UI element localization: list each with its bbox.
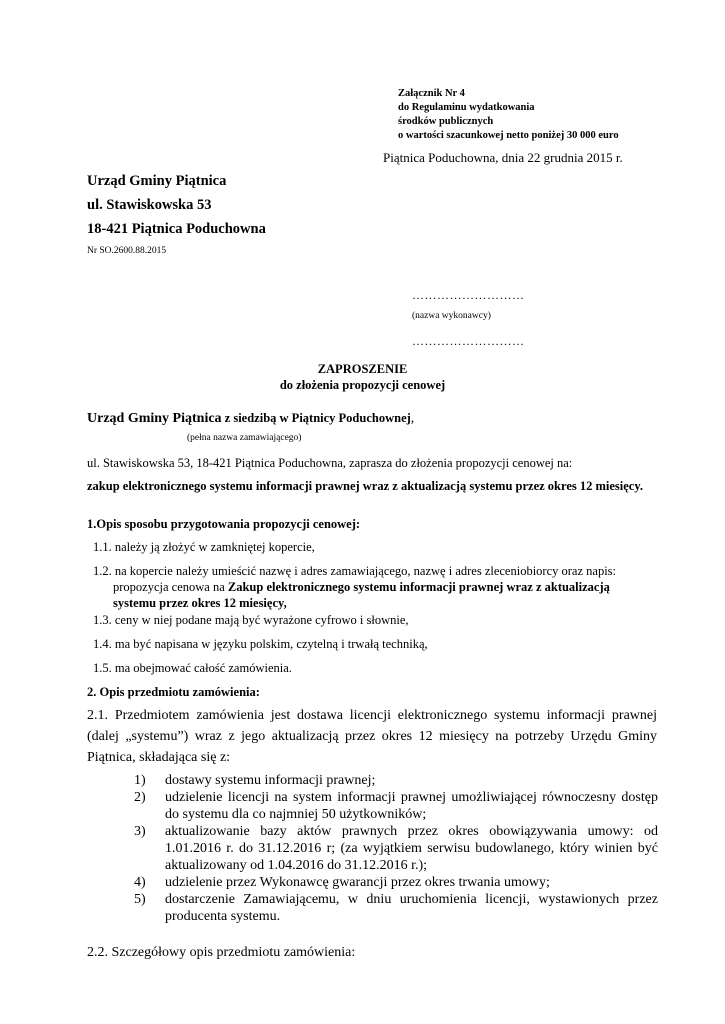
- document-subtitle: do złożenia propozycji cenowej: [279, 378, 446, 392]
- list-item: [134, 823, 658, 874]
- recipient-dots: ………………………: [412, 288, 525, 302]
- section1-item-text: propozycja cenowa na: [113, 580, 228, 594]
- document-title: ZAPROSZENIE: [317, 362, 408, 376]
- list-text: dostawy systemu informacji prawnej;: [165, 773, 376, 788]
- list-number: 3): [134, 824, 146, 839]
- reference-number: Nr SO.2600.88.2015: [87, 246, 167, 256]
- entity-name: Urząd Gminy Piątnica: [87, 411, 222, 426]
- list-item: [134, 789, 658, 823]
- sender-city: 18-421 Piątnica Poduchowna: [87, 221, 266, 237]
- section1-item-bold: Zakup elektronicznego systemu informacji prawnej wraz z aktualizacją: [227, 580, 610, 594]
- entity-seat: z siedzibą w Piątnicy Poduchownej: [221, 411, 411, 425]
- section1-item: [93, 563, 659, 611]
- entity-line: [87, 411, 414, 427]
- section1-item-text: [93, 579, 659, 595]
- subject-text: zakup elektronicznego systemu informacji prawnej wraz z aktualizacją systemu przez okres 12 miesięcy.: [87, 479, 644, 493]
- list-text: aktualizowanie bazy aktów prawnych przez okres obowiązywania umowy: od 1.01.2016 r. do 31.12.2016 r; (za wyjątkiem serwisu budowlanego, który winien być aktualizowany od 1.04.2016 do 31.12.2016 r.);: [165, 824, 658, 873]
- section1-item: 1.1. należy ją złożyć w zamkniętej kopercie,: [93, 540, 315, 554]
- list-number: 2): [134, 790, 146, 805]
- section1-item-text: 1.2. na kopercie należy umieścić nazwę i adres zamawiającego, nazwę i adres zleceniobiorcy oraz napis:: [93, 564, 617, 578]
- list-item: [134, 772, 658, 789]
- section1-item: 1.5. ma obejmować całość zamówienia.: [93, 661, 292, 675]
- sender-name: Urząd Gminy Piątnica: [87, 173, 227, 189]
- annex-note: [398, 87, 619, 143]
- list-text: dostarczenie Zamawiającemu, w dniu uruchomienia licencji, wystawionych przez producenta systemu.: [165, 892, 658, 924]
- section1-item: 1.3. ceny w niej podane mają być wyrażone cyfrowo i słownie,: [93, 613, 409, 627]
- section2-title: 2. Opis przedmiotu zamówienia:: [87, 685, 260, 699]
- recipient-dots: ………………………: [412, 334, 525, 348]
- section2-paragraph: 2.1. Przedmiotem zamówienia jest dostawa licencji elektronicznego systemu informacji prawnej (dalej „systemu”) wraz z jego aktualizacją przez okres 12 miesięcy na potrzeby Urzędu Gminy Piątnica, składająca się z:: [87, 708, 657, 765]
- annex-line: Załącznik Nr 4: [398, 88, 465, 99]
- list-item: [134, 874, 658, 891]
- section1-item: 1.4. ma być napisana w języku polskim, czytelną i trwałą techniką,: [93, 637, 428, 651]
- list-number: 5): [134, 892, 146, 907]
- sender-street: ul. Stawiskowska 53: [87, 197, 212, 213]
- list-number: 4): [134, 875, 146, 890]
- list-text: udzielenie licencji na system informacji prawnej umożliwiającej równoczesny dostęp do systemu dla co najmniej 50 użytkowników;: [165, 790, 658, 822]
- list-item: [134, 891, 658, 925]
- section2-subheading: 2.2. Szczegółowy opis przedmiotu zamówienia:: [87, 945, 356, 960]
- list-number: 1): [134, 773, 146, 788]
- section1-item-bold: systemu przez okres 12 miesięcy,: [113, 596, 287, 610]
- annex-line: o wartości szacunkowej netto poniżej 30 000 euro: [398, 130, 619, 141]
- section1-title: 1.Opis sposobu przygotowania propozycji cenowej:: [87, 517, 361, 531]
- annex-line: do Regulaminu wydatkowania: [398, 102, 535, 113]
- entity-comma: ,: [410, 411, 415, 426]
- recipient-label: (nazwa wykonawcy): [412, 311, 491, 321]
- annex-line: środków publicznych: [398, 116, 494, 127]
- invitation-text: ul. Stawiskowska 53, 18-421 Piątnica Poduchowna, zaprasza do złożenia propozycji cenowej na:: [87, 456, 573, 470]
- entity-label: (pełna nazwa zamawiającego): [187, 433, 302, 443]
- list-text: udzielenie przez Wykonawcę gwarancji przez okres trwania umowy;: [165, 875, 550, 890]
- date-line: Piątnica Poduchowna, dnia 22 grudnia 2015 r.: [383, 150, 623, 165]
- requirements-list: [134, 772, 658, 925]
